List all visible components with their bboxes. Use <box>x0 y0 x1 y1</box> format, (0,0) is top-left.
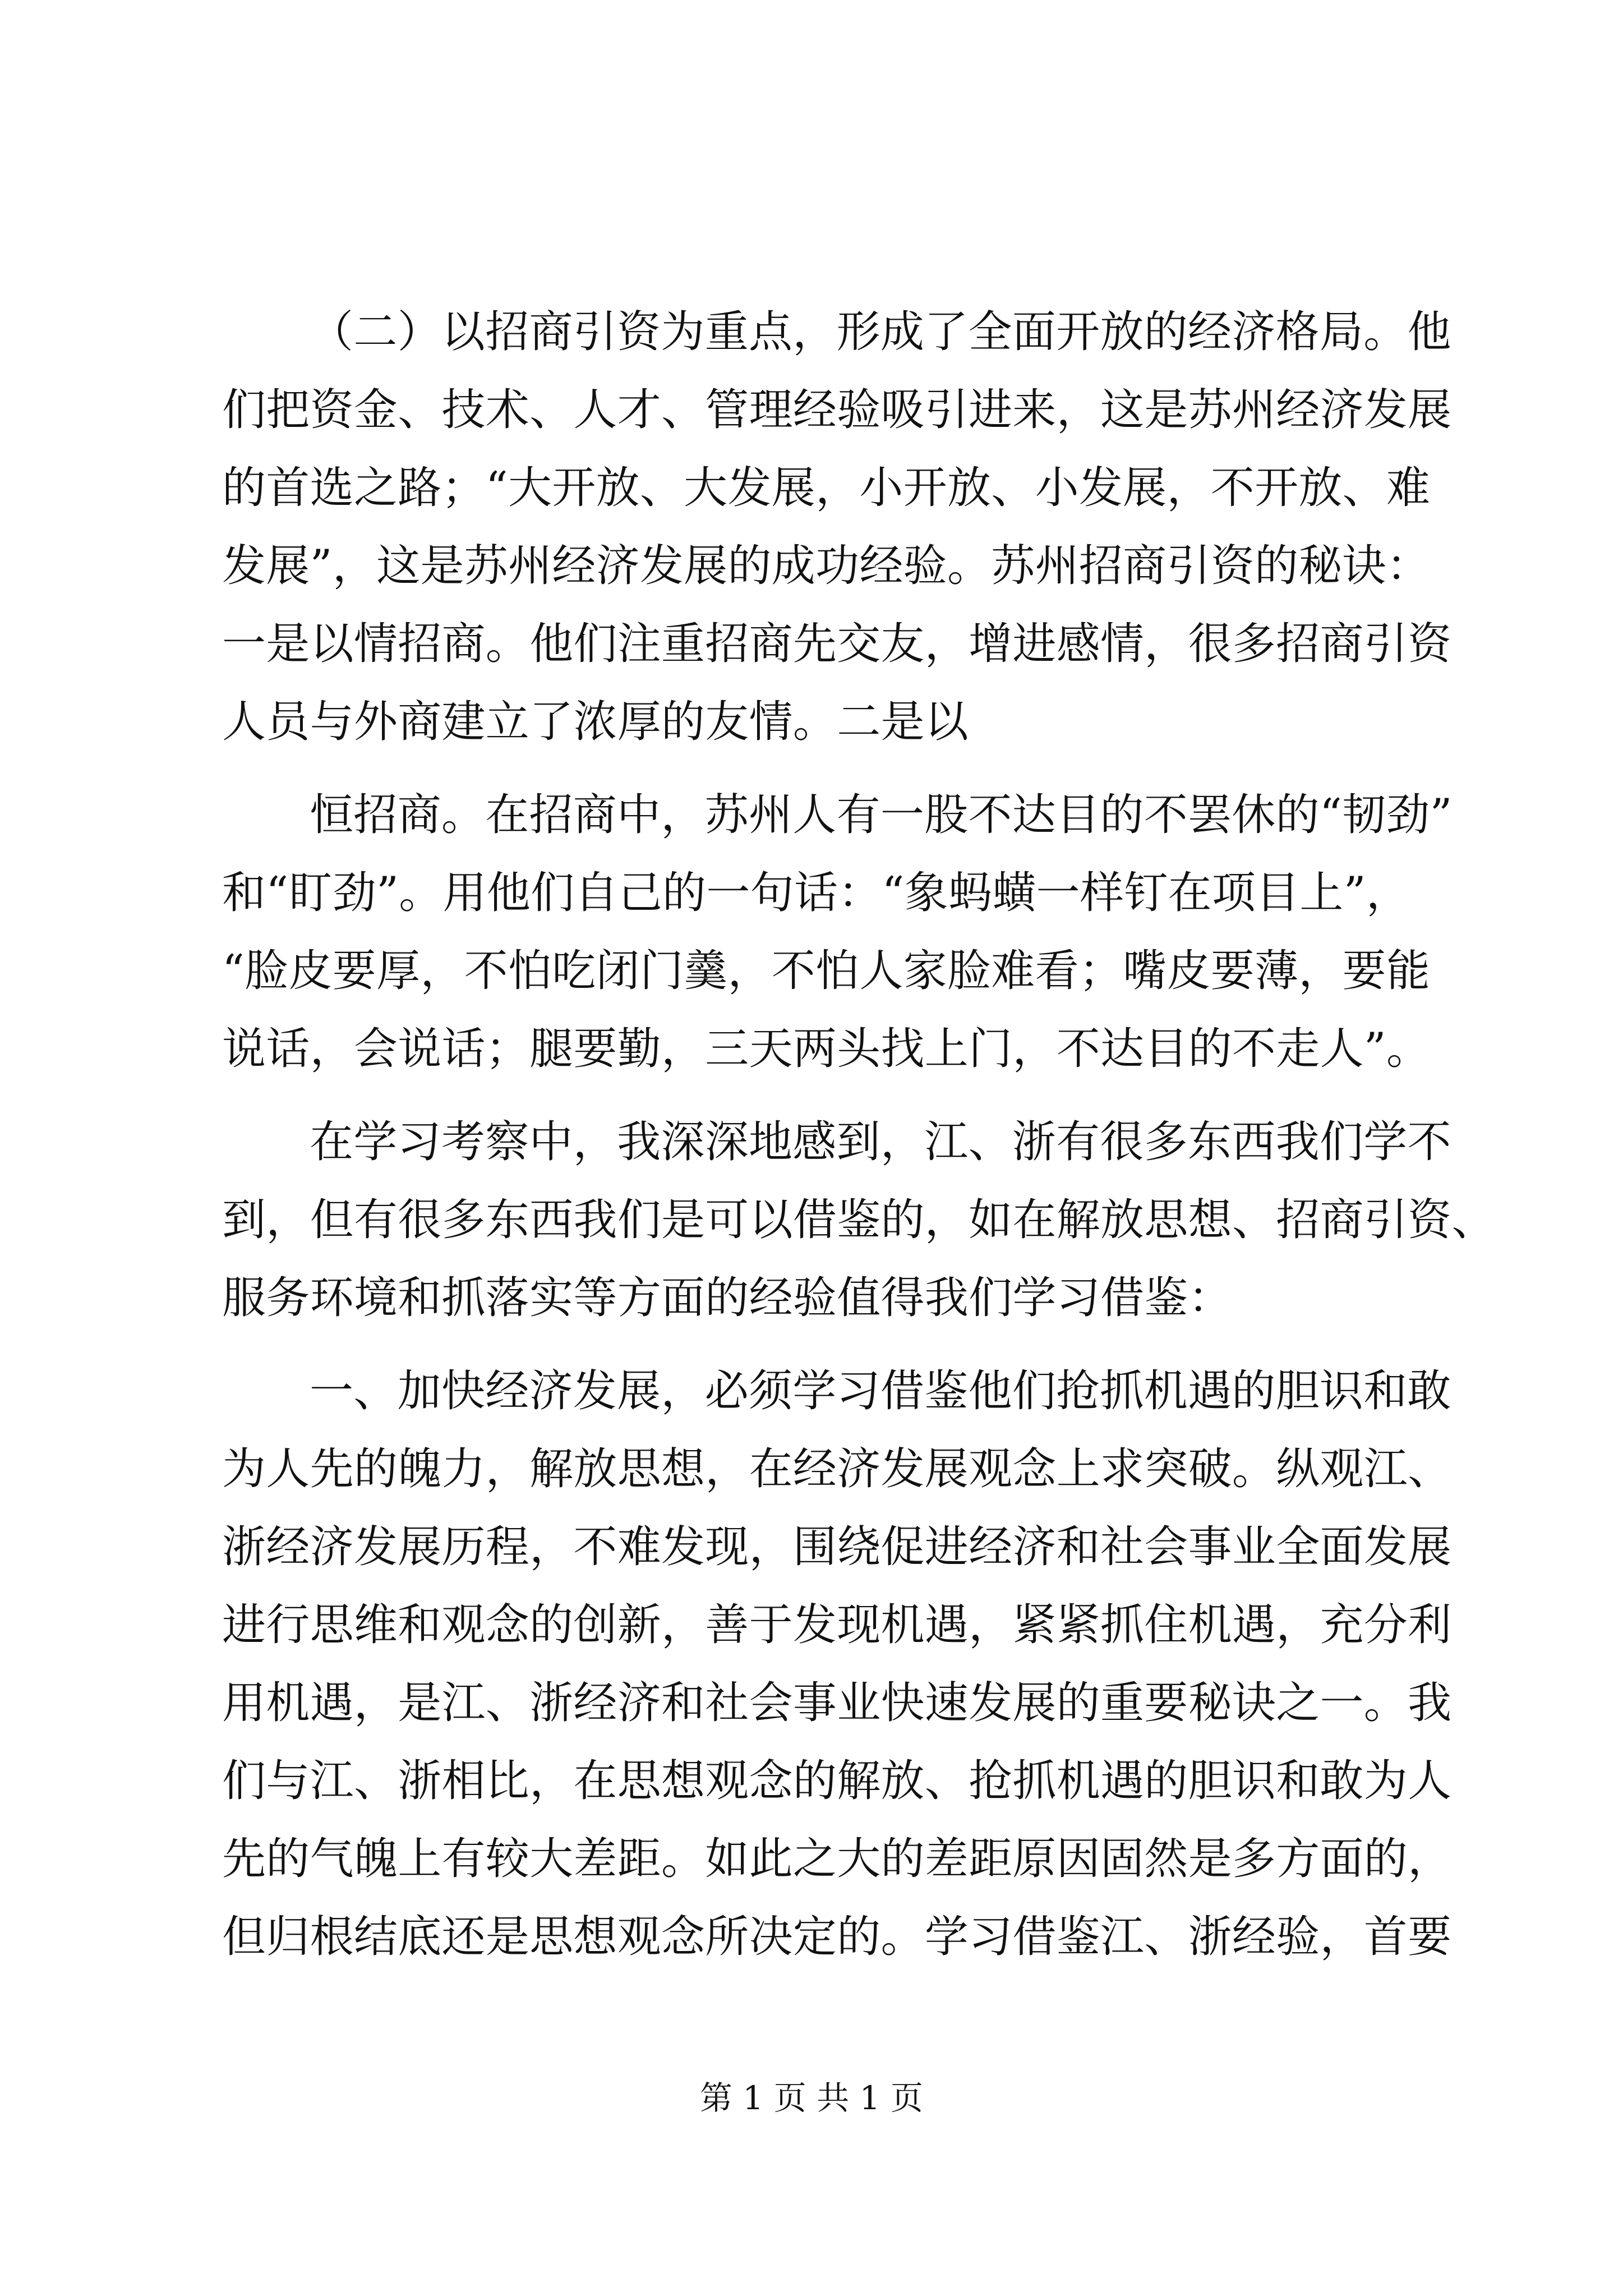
text-line: 们把资金、技术、人才、管理经验吸引进来，这是苏州经济发展 <box>222 385 1452 435</box>
text-line: 为人先的魄力，解放思想，在经济发展观念上求突破。纵观江、 <box>222 1444 1452 1494</box>
text-line: 说话，会说话；腿要勤，三天两头找上门，不达目的不走人”。 <box>222 1024 1431 1074</box>
text-line: 但归根结底还是思想观念所决定的。学习借鉴江、浙经验，首要 <box>222 1912 1452 1962</box>
text-line: 一、加快经济发展，必须学习借鉴他们抢抓机遇的胆识和敢 <box>310 1366 1451 1416</box>
text-line: 发展”，这是苏州经济发展的成功经验。苏州招商引资的秘诀： <box>222 541 1431 591</box>
text-line: 先的气魄上有较大差距。如此之大的差距原因固然是多方面的， <box>222 1834 1452 1884</box>
text-line: 一是以情招商。他们注重招商先交友，增进感情，很多招商引资 <box>222 619 1452 669</box>
text-line: 到，但有很多东西我们是可以借鉴的，如在解放思想、招商引资、 <box>222 1195 1496 1245</box>
text-line: 和“盯劲”。用他们自己的一句话：“象蚂蟥一样钉在项目上”， <box>222 868 1410 918</box>
text-line: “脸皮要厚，不怕吃闭门羹，不怕人家脸难看；嘴皮要薄，要能 <box>222 946 1431 996</box>
text-line: 们与江、浙相比，在思想观念的解放、抢抓机遇的胆识和敢为人 <box>222 1756 1452 1806</box>
text-line: 的首选之路；“大开放、大发展，小开放、小发展，不开放、难 <box>222 463 1431 513</box>
text-line: 恒招商。在招商中，苏州人有一股不达目的不罢休的“韧劲” <box>310 790 1453 840</box>
text-line: 浙经济发展历程，不难发现，围绕促进经济和社会事业全面发展 <box>222 1522 1452 1572</box>
page-footer: 第 1 页 共 1 页 <box>700 2079 923 2117</box>
text-line: 人员与外商建立了浓厚的友情。二是以 <box>222 697 969 747</box>
text-line: 在学习考察中，我深深地感到，江、浙有很多东西我们学不 <box>310 1117 1451 1167</box>
text-line: （二）以招商引资为重点，形成了全面开放的经济格局。他 <box>310 307 1451 357</box>
text-line: 服务环境和抓落实等方面的经验值得我们学习借鉴： <box>222 1273 1232 1323</box>
text-line: 进行思维和观念的创新，善于发现机遇，紧紧抓住机遇，充分利 <box>222 1600 1452 1650</box>
text-line: 用机遇，是江、浙经济和社会事业快速发展的重要秘诀之一。我 <box>222 1678 1452 1728</box>
